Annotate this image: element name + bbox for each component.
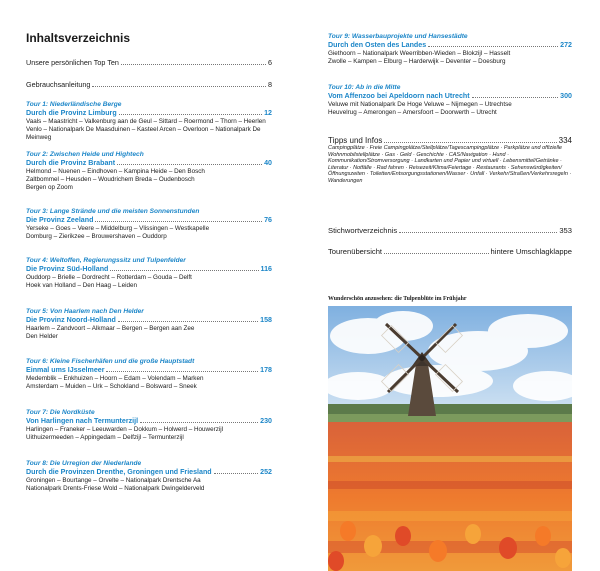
tour-heading — [328, 41, 572, 50]
toc-entry-instructions[interactable] — [26, 80, 272, 89]
page-number: 334 — [558, 136, 572, 145]
places-line: Heuvelrug – Amerongen – Amersfoort – Doorwerth – Utrecht — [328, 109, 497, 117]
tipps-topics: Campingplätze · Freie Campingplätze/Stellplätze/Tagescampingplätze · Parkplätze und offizielle Wohnmobilstellplätze · Gas · Geld · Geschichte · CAS/Navigation · Hund · Kommunikation/Stromversorgung · Landkarten und Papier und virtuell · Lebensmittel/Getränke · Literatur · Notfälle · Rad fahren · Reisezeit/Klima/Feiertage · Restaurants · Sehenswürdigkeiten/Öffnungszeiten · Toiletten/Entsorgungsstationen/Wasser · Unfall · Verkehr/Straßen/Verkehrsregeln · Wanderungen — [328, 145, 572, 184]
places-line: Nationalpark Drents-Friese Wold – Nationalpark Dwingelderveld — [26, 485, 205, 493]
leader-dots — [140, 422, 258, 423]
tour-10-entry[interactable] — [328, 84, 572, 117]
page-number: 252 — [260, 468, 272, 477]
page-number: 272 — [560, 41, 572, 50]
tour-title: Durch den Osten des Landes — [328, 41, 427, 50]
toc-entry-tour-map[interactable] — [328, 247, 572, 256]
leader-dots — [472, 97, 559, 98]
leader-dots — [92, 86, 266, 87]
places-line: Bergen op Zoom — [26, 184, 73, 192]
leader-dots — [95, 221, 262, 222]
toc-entry-label: Unsere persönlichen Top Ten — [26, 58, 119, 67]
leader-dots — [214, 473, 259, 474]
places-line: Helmond – Nuenen – Eindhoven – Kampina Heide – Den Bosch — [26, 168, 205, 176]
tipps-label: Tipps und Infos — [328, 136, 383, 145]
windmill-tulip-photo — [328, 306, 572, 571]
toc-entry-label: Tourenübersicht — [328, 247, 383, 256]
leader-dots — [121, 64, 266, 65]
tour-places — [26, 225, 272, 241]
tour-places — [26, 274, 272, 290]
leader-dots — [384, 253, 489, 254]
page-number: 8 — [268, 80, 272, 89]
tour-subtitle: Tour 9: Wasserbauprojekte und Hansestädte — [328, 33, 468, 40]
tour-title: Durch die Provinz Brabant — [26, 159, 116, 168]
tour-heading — [26, 109, 272, 118]
leader-dots — [428, 46, 558, 47]
toc-entry-top-ten[interactable] — [26, 58, 272, 67]
leader-dots — [118, 321, 258, 322]
places-line: Yerseke – Goes – Veere – Middelburg – Vlissingen – Westkapelle — [26, 225, 210, 233]
leader-dots — [110, 270, 258, 271]
page-number: 178 — [260, 366, 272, 375]
tour-places — [328, 101, 572, 117]
tour-places — [26, 426, 272, 442]
places-line: Venlo – Nationalpark De Maasduinen – Kasteel Arcen – Overloon – Nationalpark De Meinweg — [26, 126, 261, 142]
tour-title: Durch die Provinzen Drenthe, Groningen und Friesland — [26, 468, 212, 477]
page-number: 116 — [260, 265, 272, 274]
leader-dots — [117, 164, 262, 165]
tour-subtitle: Tour 6: Kleine Fischerhäfen und die große Hauptstadt — [26, 358, 195, 365]
tour-title: Die Provinz Noord-Holland — [26, 316, 116, 325]
places-line: Giethoorn – Nationalpark Weerribben-Wieden – Blokzijl – Hasselt — [328, 50, 511, 58]
tour-heading — [26, 468, 272, 477]
tour-heading — [26, 366, 272, 375]
tipps-entry[interactable] — [328, 136, 572, 184]
tour-1-entry[interactable] — [26, 101, 272, 142]
page-number: 6 — [268, 58, 272, 67]
tour-subtitle: Tour 4: Weltoffen, Regierungssitz und Tulpenfelder — [26, 257, 186, 264]
tour-heading — [26, 159, 272, 168]
tour-title: Durch die Provinz Limburg — [26, 109, 117, 118]
places-line: Uithuizermeeden – Appingedam – Delfzijl – Termunterzijl — [26, 434, 184, 442]
tour-subtitle: Tour 8: Die Urregion der Niederlande — [26, 460, 142, 467]
tour-heading — [26, 316, 272, 325]
tour-subtitle: Tour 2: Zwischen Heide und Hightech — [26, 151, 144, 158]
meadow — [328, 414, 572, 422]
places-line: Vaals – Maastricht – Valkenburg aan de Geul – Sittard – Roermond – Thorn – Heerlen — [26, 118, 266, 126]
tipps-heading — [328, 136, 572, 145]
page-number: hintere Umschlagklappe — [490, 247, 572, 256]
leader-dots — [106, 371, 258, 372]
tour-title: Die Provinz Zeeland — [26, 216, 94, 225]
tour-places — [328, 50, 572, 66]
page-title: Inhaltsverzeichnis — [26, 31, 131, 45]
toc-entry-label: Stichwortverzeichnis — [328, 226, 398, 235]
tour-places — [26, 375, 272, 391]
tour-places — [26, 168, 272, 192]
tour-8-entry[interactable] — [26, 460, 272, 493]
tour-3-entry[interactable] — [26, 208, 272, 241]
page-number: 230 — [260, 417, 272, 426]
tour-title: Von Harlingen nach Termunterzijl — [26, 417, 139, 426]
tour-title: Vom Affenzoo bei Apeldoorn nach Utrecht — [328, 92, 470, 101]
places-line: Medemblik – Enkhuizen – Hoorn – Edam – Volendam – Marken — [26, 375, 204, 383]
places-line: Haarlem – Zandvoort – Alkmaar – Bergen – Bergen aan Zee — [26, 325, 195, 333]
tour-heading — [26, 216, 272, 225]
page-number: 158 — [260, 316, 272, 325]
tour-title: Einmal ums IJsselmeer — [26, 366, 105, 375]
page-number: 76 — [264, 216, 272, 225]
tour-7-entry[interactable] — [26, 409, 272, 442]
toc-entry-index[interactable] — [328, 226, 572, 235]
tour-places — [26, 325, 272, 341]
leader-dots — [384, 142, 556, 143]
tour-6-entry[interactable] — [26, 358, 272, 391]
places-line: Domburg – Zierikzee – Brouwershaven – Ouddorp — [26, 233, 167, 241]
page-number: 353 — [559, 226, 572, 235]
places-line: Zwolle – Kampen – Elburg – Harderwijk – Deventer – Doesburg — [328, 58, 506, 66]
tour-subtitle: Tour 10: Ab in die Mitte — [328, 84, 401, 91]
toc-entry-label: Gebrauchsanleitung — [26, 80, 91, 89]
page-number: 12 — [264, 109, 272, 118]
places-line: Harlingen – Franeker – Leeuwarden – Dokkum – Holwerd – Houwerzijl — [26, 426, 224, 434]
places-line: Den Helder — [26, 333, 58, 341]
tour-9-entry[interactable] — [328, 33, 572, 66]
tour-heading — [26, 417, 272, 426]
places-line: Groningen – Bourtange – Orvelte – Nationalpark Drentsche Aa — [26, 477, 201, 485]
places-line: Zaltbommel – Heusden – Woudrichem Breda – Oudenbosch — [26, 176, 195, 184]
tour-heading — [26, 265, 272, 274]
places-line: Hoek van Holland – Den Haag – Leiden — [26, 282, 137, 290]
tour-2-entry[interactable] — [26, 151, 272, 192]
leader-dots — [399, 232, 557, 233]
page-number: 40 — [264, 159, 272, 168]
places-line: Ouddorp – Brielle – Dordrecht – Rotterdam – Gouda – Delft — [26, 274, 192, 282]
places-line: Veluwe mit Nationalpark De Hoge Veluwe – Nijmegen – Utrechtse — [328, 101, 512, 109]
tour-subtitle: Tour 5: Von Haarlem nach Den Helder — [26, 308, 144, 315]
tour-places — [26, 118, 272, 142]
places-line: Amsterdam – Muiden – Urk – Schokland – Bolsward – Sneek — [26, 383, 197, 391]
tour-subtitle: Tour 1: Niederländische Berge — [26, 101, 122, 108]
tour-subtitle: Tour 7: Die Nordküste — [26, 409, 95, 416]
page-number: 300 — [560, 92, 572, 101]
tour-subtitle: Tour 3: Lange Strände und die meisten Sonnenstunden — [26, 208, 200, 215]
tour-4-entry[interactable] — [26, 257, 272, 290]
tour-5-entry[interactable] — [26, 308, 272, 341]
tour-heading — [328, 92, 572, 101]
tour-title: Die Provinz Süd-Holland — [26, 265, 109, 274]
photo-caption: Wunderschön anzusehen: die Tulpenblüte im Frühjahr — [328, 296, 467, 302]
leader-dots — [119, 114, 262, 115]
tour-places — [26, 477, 272, 493]
